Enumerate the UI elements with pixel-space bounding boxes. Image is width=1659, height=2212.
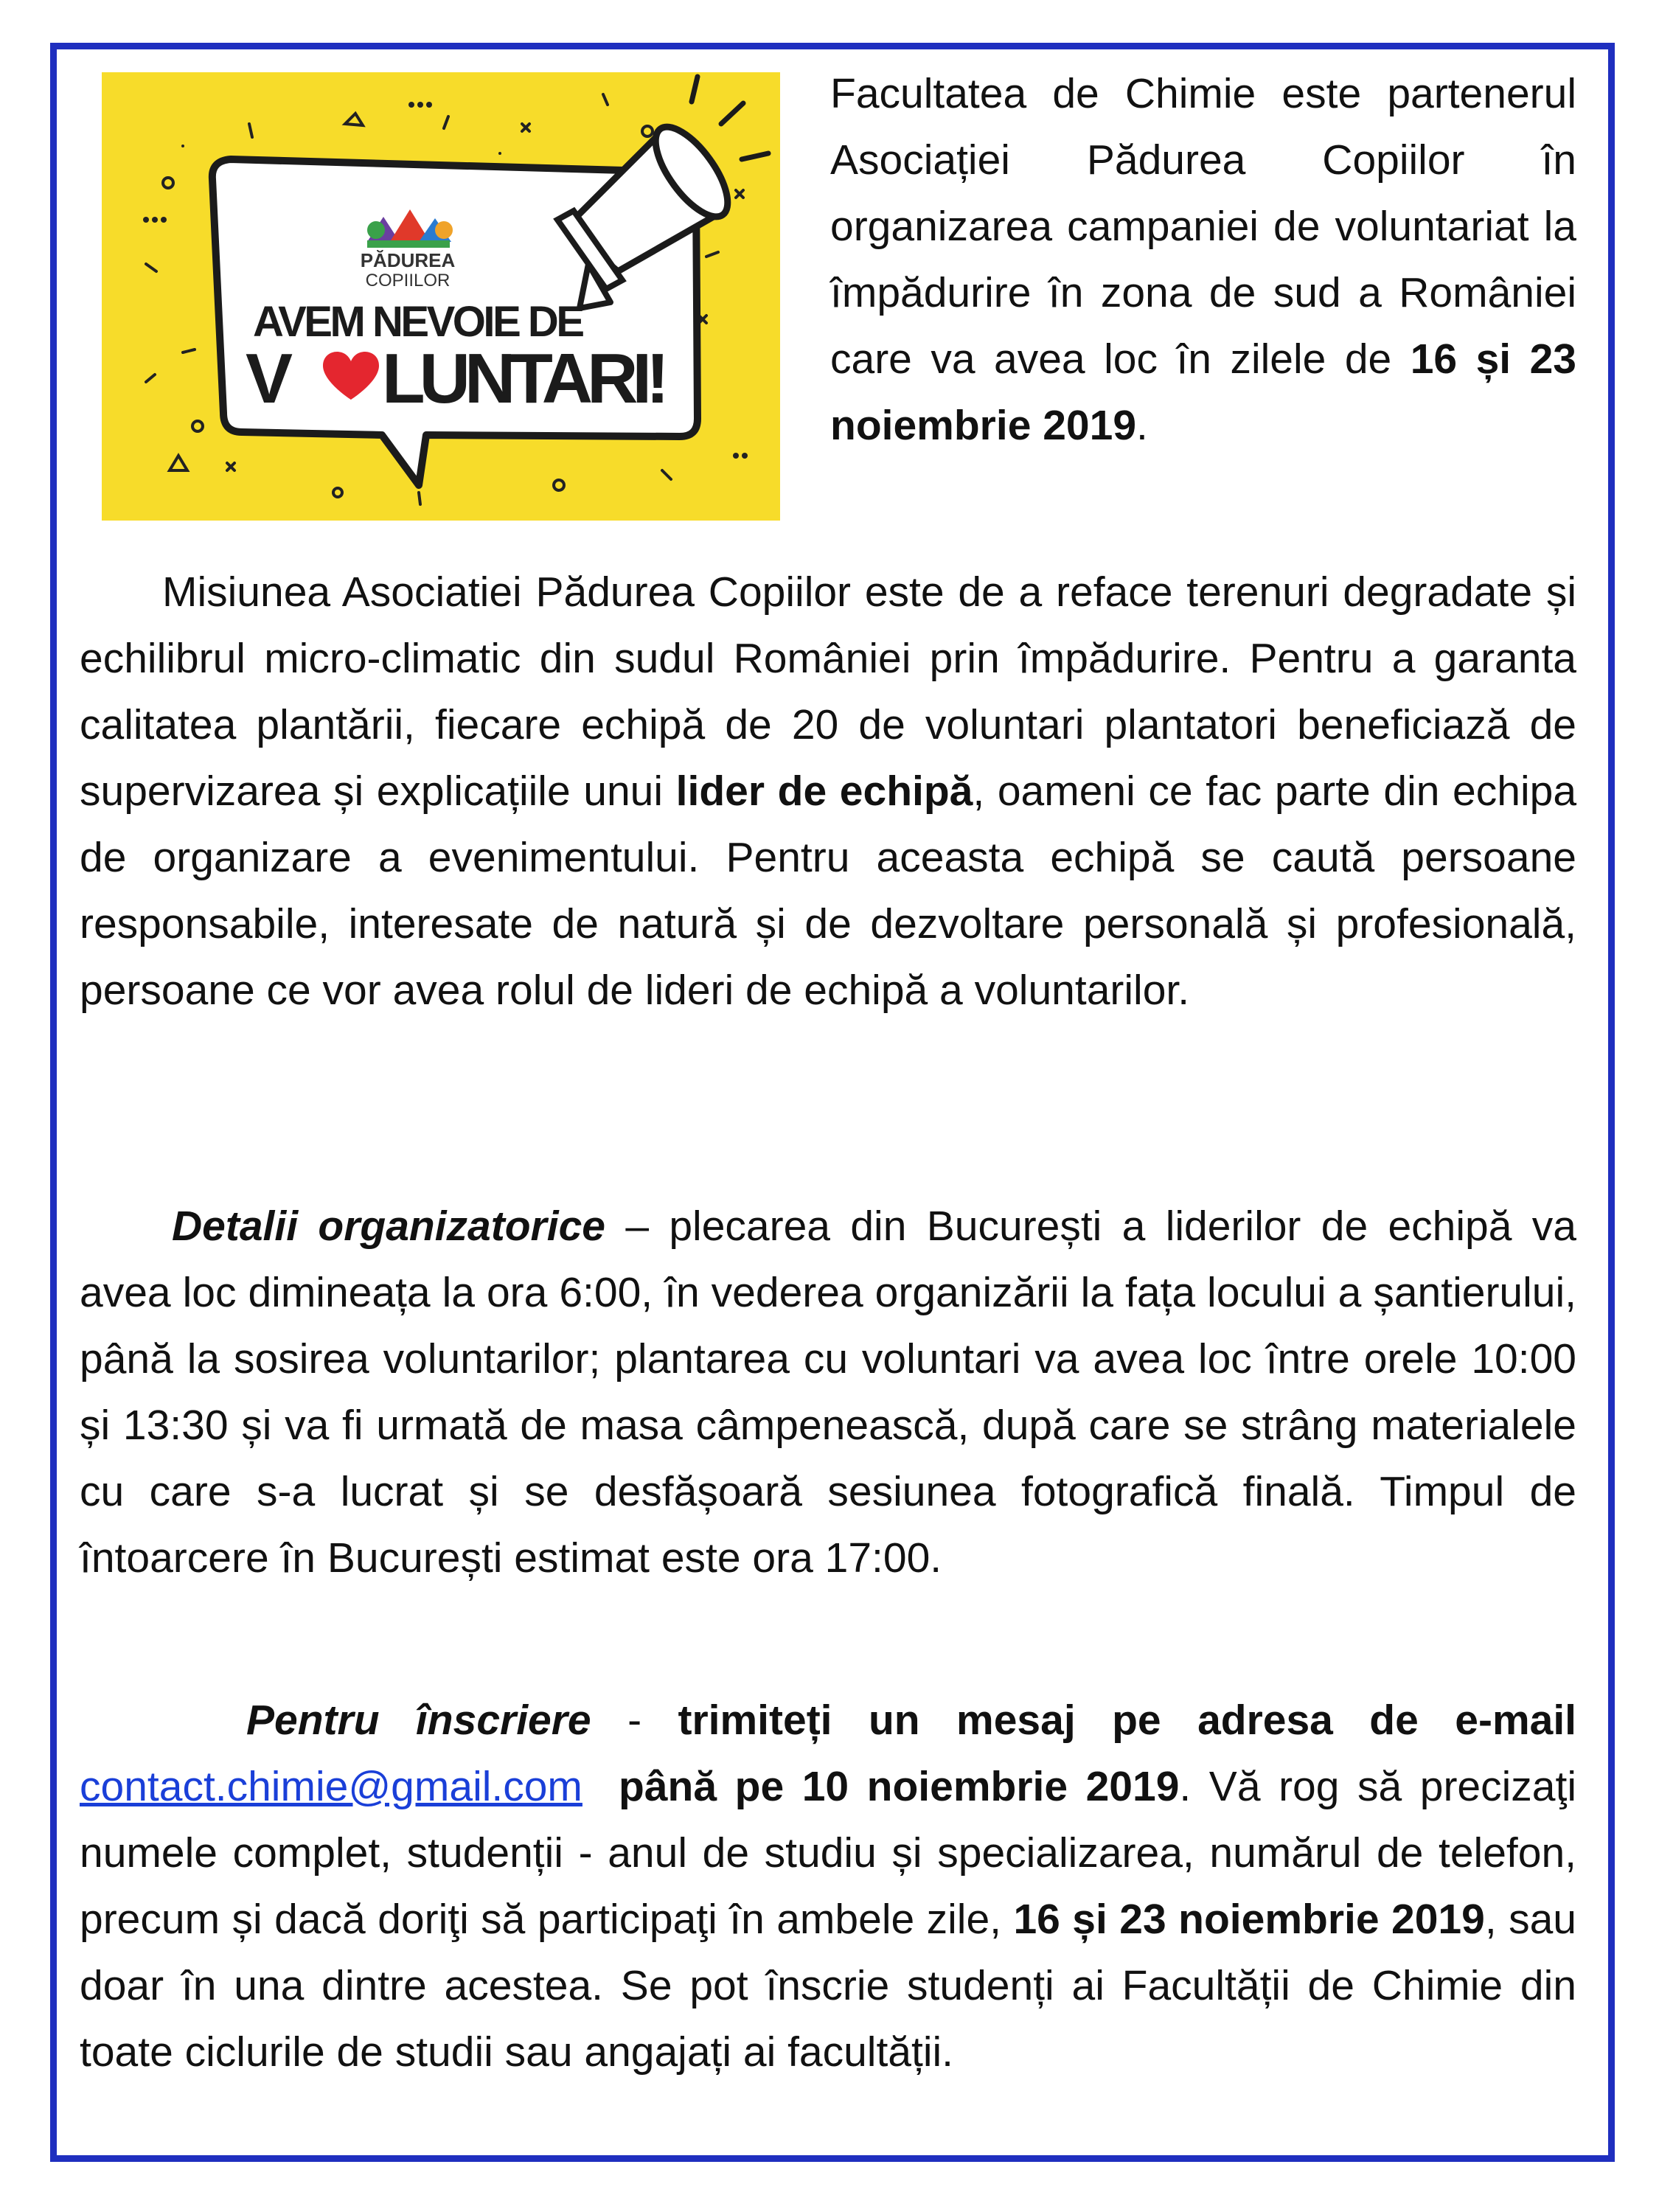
- signup-paragraph: [80, 1687, 1576, 2085]
- signup-instruction: trimiteți un mesaj pe adresa de e-mail: [678, 1697, 1577, 1744]
- volunteer-poster: [102, 72, 780, 521]
- poster-headline-rest: LUNTARI!: [382, 339, 669, 418]
- details-heading: Detalii organizatorice: [172, 1203, 605, 1250]
- intro-text-end: .: [1136, 402, 1148, 449]
- signup-text-end: , sau doar în una dintre acestea. Se pot înscrie studenți ai Facultății de Chimie din toate ciclurile de studii sau angajați ai facultății.: [80, 1896, 1577, 2076]
- poster-headline-line1: AVEM NEVOIE DE: [253, 298, 585, 346]
- signup-deadline: până pe 10 noiembrie 2019: [619, 1763, 1180, 1810]
- mission-text: Misiunea Asociatiei Pădurea Copiilor este de a reface terenuri degradate și echilibrul micro-climatic din sudul României prin împădurire. Pentru a garanta calitatea plantării, fiecare echipă de 20 de voluntari plantatori beneficiază de supervizarea și explicațiile unui: [80, 568, 1576, 815]
- signup-heading: Pentru înscriere: [246, 1697, 591, 1744]
- signup-dash: -: [591, 1697, 678, 1744]
- email-link[interactable]: contact.chimie@gmail.com: [80, 1763, 582, 1810]
- mission-text-end: , oameni ce fac parte din echipa de organizare a evenimentului. Pentru aceasta echipă se caută persoane responsabile, interesate de natură și de dezvoltare personală și profesională, persoane ce vor avea rolul de lideri de echipă a voluntarilor.: [80, 768, 1577, 1014]
- logo-text-line1: PĂDUREA: [360, 249, 456, 271]
- logo-text-line2: COPIILOR: [365, 271, 451, 291]
- mission-paragraph: [80, 559, 1576, 1023]
- poster-headline-v: V: [246, 339, 293, 418]
- team-leader-term: lider de echipă: [675, 768, 973, 815]
- signup-text: . Vă rog să precizaţi numele complet, studenții - anul de studiu și specializarea, numărul de telefon, precum și dacă doriţi să participaţi în ambele zile,: [80, 1763, 1577, 1943]
- intro-dates: 16 și 23 noiembrie 2019: [830, 335, 1576, 449]
- intro-paragraph: [830, 60, 1576, 459]
- details-text: – plecarea din București a liderilor de echipă va avea loc dimineața la ora 6:00, în vederea organizării la fața locului a șantierului, până la sosirea voluntarilor; plantarea cu voluntari va avea loc între orele 10:00 și 13:30 și va fi urmată de masa câmpenească, după care se strâng materialele cu care s-a lucrat și se desfășoară sesiunea fotografică finală. Timpul de întoarcere în București estimat este ora 17:00.: [80, 1203, 1576, 1582]
- intro-text: Facultatea de Chimie este partenerul Asociației Pădurea Copiilor în organizarea campaniei de voluntariat la împădurire în zona de sud a României care va avea loc în zilele de: [830, 70, 1576, 383]
- signup-dates: 16 și 23 noiembrie 2019: [1013, 1896, 1485, 1943]
- details-paragraph: [80, 1193, 1576, 1591]
